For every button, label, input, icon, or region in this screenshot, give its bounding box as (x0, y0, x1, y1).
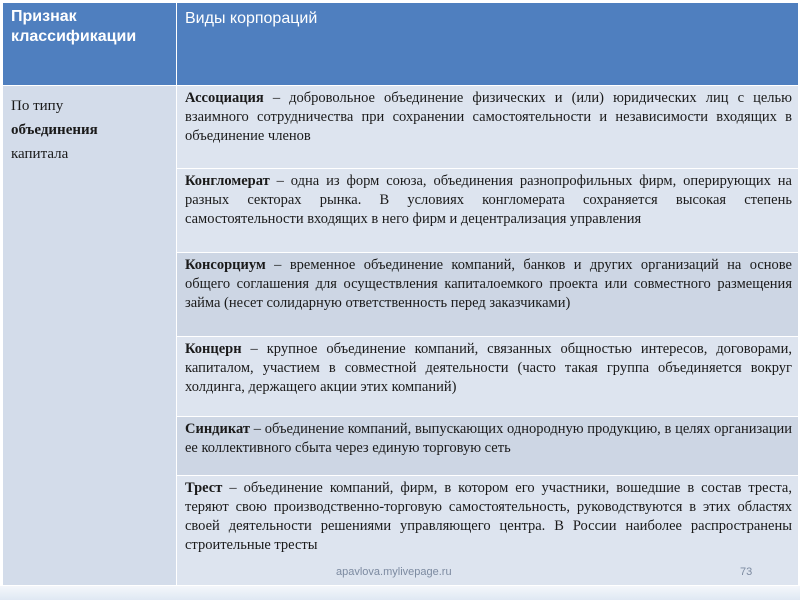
type-cell-concern (177, 337, 799, 417)
definition-concern: – крупное объединение компаний, связанных общностью интересов, договорами, капиталом, участием в совместной деятельности (часто такая группа объединяется вокруг холдинга, держащего акции этих компаний) (185, 341, 792, 395)
header-criterion (3, 3, 177, 86)
definition-conglomerate: – одна из форм союза, объединения разнопрофильных фирм, оперирующих на разных секторах рынка. В условиях конгломерата сохраняется высокая степень самостоятельности входящих в него фирм и децентрализация управления (185, 173, 792, 227)
bottom-band (0, 586, 800, 600)
term-association: Ассоциация (185, 90, 264, 106)
type-cell-association (177, 86, 799, 169)
term-trust: Трест (185, 480, 223, 496)
definition-trust: – объединение компаний, фирм, в котором его участники, вошедшие в состав треста, теряют свою производственно-торговую самостоятельность, руководствуются в этих областях своей деятельности решениями управляющего центра. В России наиболее распространены строительные тресты (185, 480, 792, 553)
term-conglomerate: Конгломерат (185, 173, 270, 189)
header-criterion-line1: Признак (11, 8, 77, 25)
criterion-line1: По типу (11, 98, 64, 114)
definition-consortium: – временное объединение компаний, банков и других организаций на основе общего соглашения для осуществления капиталоемкого проекта или совместного размещения займа (несет солидарную ответственность перед заказчиками) (185, 257, 792, 311)
definition-association: – добровольное объединение физических и (или) юридических лиц с целью взаимного сотрудничества при сохранении самостоятельности и независимости входящих в объединение членов (185, 90, 792, 144)
criterion-line2: объединения (11, 122, 98, 138)
term-consortium: Консорциум (185, 257, 266, 273)
type-cell-syndicate (177, 417, 799, 476)
table-header-row (3, 3, 799, 86)
type-cell-trust (177, 476, 799, 586)
definition-syndicate: – объединение компаний, выпускающих однородную продукцию, в целях организации ее коллективного сбыта через единую торговую сеть (185, 421, 792, 456)
header-criterion-line2: классификации (11, 28, 137, 45)
header-types: Виды корпораций (177, 3, 799, 86)
type-cell-conglomerate (177, 169, 799, 253)
term-concern: Концерн (185, 341, 242, 357)
criterion-line3: капитала (11, 146, 69, 162)
slide-number: 73 (740, 566, 753, 578)
term-syndicate: Синдикат (185, 421, 251, 437)
criterion-cell (3, 86, 177, 586)
table-row (3, 86, 799, 169)
type-cell-consortium (177, 253, 799, 337)
corporation-types-table (2, 2, 799, 586)
footer-url: apavlova.mylivepage.ru (336, 566, 452, 578)
